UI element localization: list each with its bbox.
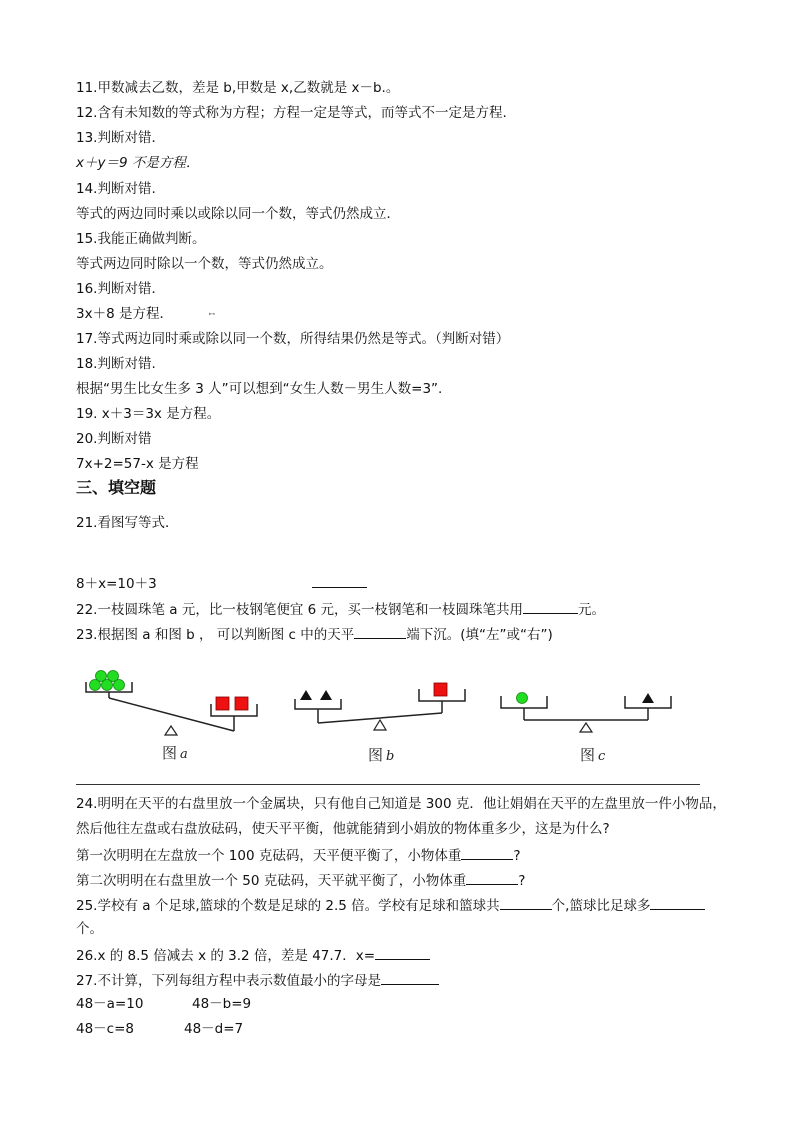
q24-first-blank[interactable]: [461, 845, 513, 860]
q12-text: 12.含有未知数的等式称为方程；方程一定是等式，而等式不一定是方程.: [76, 105, 507, 121]
fig-c-fulcrum: [580, 723, 592, 732]
q24-first-post: ?: [513, 848, 521, 864]
q18-body: 根据“男生比女生多 3 人”可以想到“女生人数－男生人数=3”.: [76, 381, 443, 397]
red-square: [434, 683, 447, 696]
q24-line3: [76, 845, 521, 865]
q25-line1: [76, 895, 705, 915]
green-circle: [90, 680, 101, 691]
q27-pre: 27.不计算，下列每组方程中表示数值最小的字母是: [76, 973, 381, 989]
q22-post: 元。: [578, 602, 605, 618]
q24-second-blank[interactable]: [466, 870, 518, 885]
q21-answer-blank[interactable]: [312, 573, 367, 588]
q21-body: 8＋x=10＋3: [76, 576, 157, 592]
q27-eq-b: 48－b=9: [192, 996, 252, 1012]
balance-figure-b: [295, 683, 465, 764]
q25-total-blank[interactable]: [500, 895, 552, 910]
q16-mark: ᵢₙ₋ₙ: [208, 310, 214, 317]
q18-title: 18.判断对错.: [76, 356, 156, 372]
q27-row1: [76, 995, 251, 1013]
q27-eq-c: 48－c=8: [76, 1021, 135, 1037]
q27-line: [76, 970, 439, 990]
q25-pre: 25.学校有 a 个足球,篮球的个数是足球的 2.5 倍。学校有足球和篮球共: [76, 898, 500, 914]
green-circle: [114, 680, 125, 691]
black-triangle: [642, 693, 654, 703]
q11-text: 11.甲数减去乙数，差是 b,甲数是 x,乙数就是 x－b.。: [76, 80, 400, 96]
fig-a-caption: 图: [162, 744, 178, 762]
divider-line: [76, 784, 700, 785]
fig-c-letter: c: [598, 749, 606, 764]
q24-second-text: 第二次明明在右盘里放一个 50 克砝码，天平就平衡了，小物体重: [76, 873, 467, 889]
q20-title: 20.判断对错: [76, 431, 152, 447]
q26-pre: 26.x 的 8.5 倍减去 x 的 3.2 倍，差是 47.7．x=: [76, 948, 376, 964]
q27-eq-d: 48－d=7: [184, 1021, 244, 1037]
q14-title: 14.判断对错.: [76, 181, 156, 197]
q15-title: 15.我能正确做判断。: [76, 231, 206, 247]
red-square: [235, 697, 248, 710]
q13-title: 13.判断对错．: [76, 130, 165, 146]
q16-title: 16.判断对错．: [76, 281, 165, 297]
q21-title: 21.看图写等式．: [76, 515, 179, 531]
q20-body: 7x+2=57-x 是方程: [76, 456, 199, 472]
red-square: [216, 697, 229, 710]
q19-text: 19. x＋3＝3x 是方程。: [76, 406, 221, 422]
fig-a-letter: a: [180, 747, 188, 762]
fig-b-beam: [318, 713, 442, 723]
fig-b-caption: 图: [368, 746, 384, 764]
fig-c-caption: 图: [580, 746, 596, 764]
balance-figures: [76, 664, 716, 769]
fig-b-fulcrum: [374, 720, 386, 730]
q13-body: x＋y＝9 不是方程．: [76, 155, 200, 171]
q17-text: 17.等式两边同时乘或除以同一个数，所得结果仍然是等式。（判断对错）: [76, 331, 510, 347]
q24-line2: 然后他往左盘或右盘放砝码，使天平平衡，他就能猜到小娟放的物体重多少，这是为什么?: [76, 821, 610, 837]
q21-line: [76, 573, 367, 593]
q24-line1: 24.明明在天平的右盘里放一个金属块，只有他自己知道是 300 克．他让娟娟在天平的左盘里放一件小物品，: [76, 796, 726, 812]
q22-line: [76, 599, 605, 619]
q26-line: [76, 945, 430, 965]
q16-line: [76, 305, 214, 323]
green-circle: [517, 693, 528, 704]
q23-post: 端下沉。(填“左”或“右”): [406, 627, 553, 643]
q22-answer-blank[interactable]: [523, 599, 578, 614]
q27-answer-blank[interactable]: [381, 970, 439, 985]
q24-first-text: 第一次明明在左盘放一个 100 克砝码，天平便平衡了，小物体重: [76, 848, 462, 864]
q16-body: 3x＋8 是方程．: [76, 306, 173, 322]
q27-row2: [76, 1020, 243, 1038]
q23-pre: 23.根据图 a 和图 b ， 可以判断图 c 中的天平: [76, 627, 355, 643]
q25-diff-blank[interactable]: [650, 895, 705, 910]
balance-figure-a: [86, 671, 257, 763]
fig-b-left-pan: [295, 699, 341, 709]
q25-line2: 个。: [76, 921, 103, 937]
q15-body: 等式两边同时除以一个数，等式仍然成立。: [76, 256, 333, 272]
q23-answer-blank[interactable]: [354, 624, 406, 639]
green-circle: [102, 680, 113, 691]
q23-line: [76, 624, 553, 644]
q25-mid: 个,篮球比足球多: [551, 898, 651, 914]
balance-figure-c: [501, 693, 671, 765]
q24-second-post: ?: [518, 873, 526, 889]
q22-pre: 22.一枝圆珠笔 a 元，比一枝钢笔便宜 6 元，买一枝钢笔和一枝圆珠笔共用: [76, 602, 523, 618]
q26-answer-blank[interactable]: [375, 945, 430, 960]
fig-b-letter: b: [386, 749, 395, 764]
q27-eq-a: 48－a=10: [76, 996, 144, 1012]
black-triangle: [300, 690, 312, 700]
q14-body: 等式的两边同时乘以或除以同一个数，等式仍然成立．: [76, 206, 400, 222]
fig-a-fulcrum: [165, 726, 177, 735]
section-3-heading: 三、填空题: [76, 478, 157, 497]
q24-line4: [76, 870, 525, 890]
black-triangle: [320, 690, 332, 700]
